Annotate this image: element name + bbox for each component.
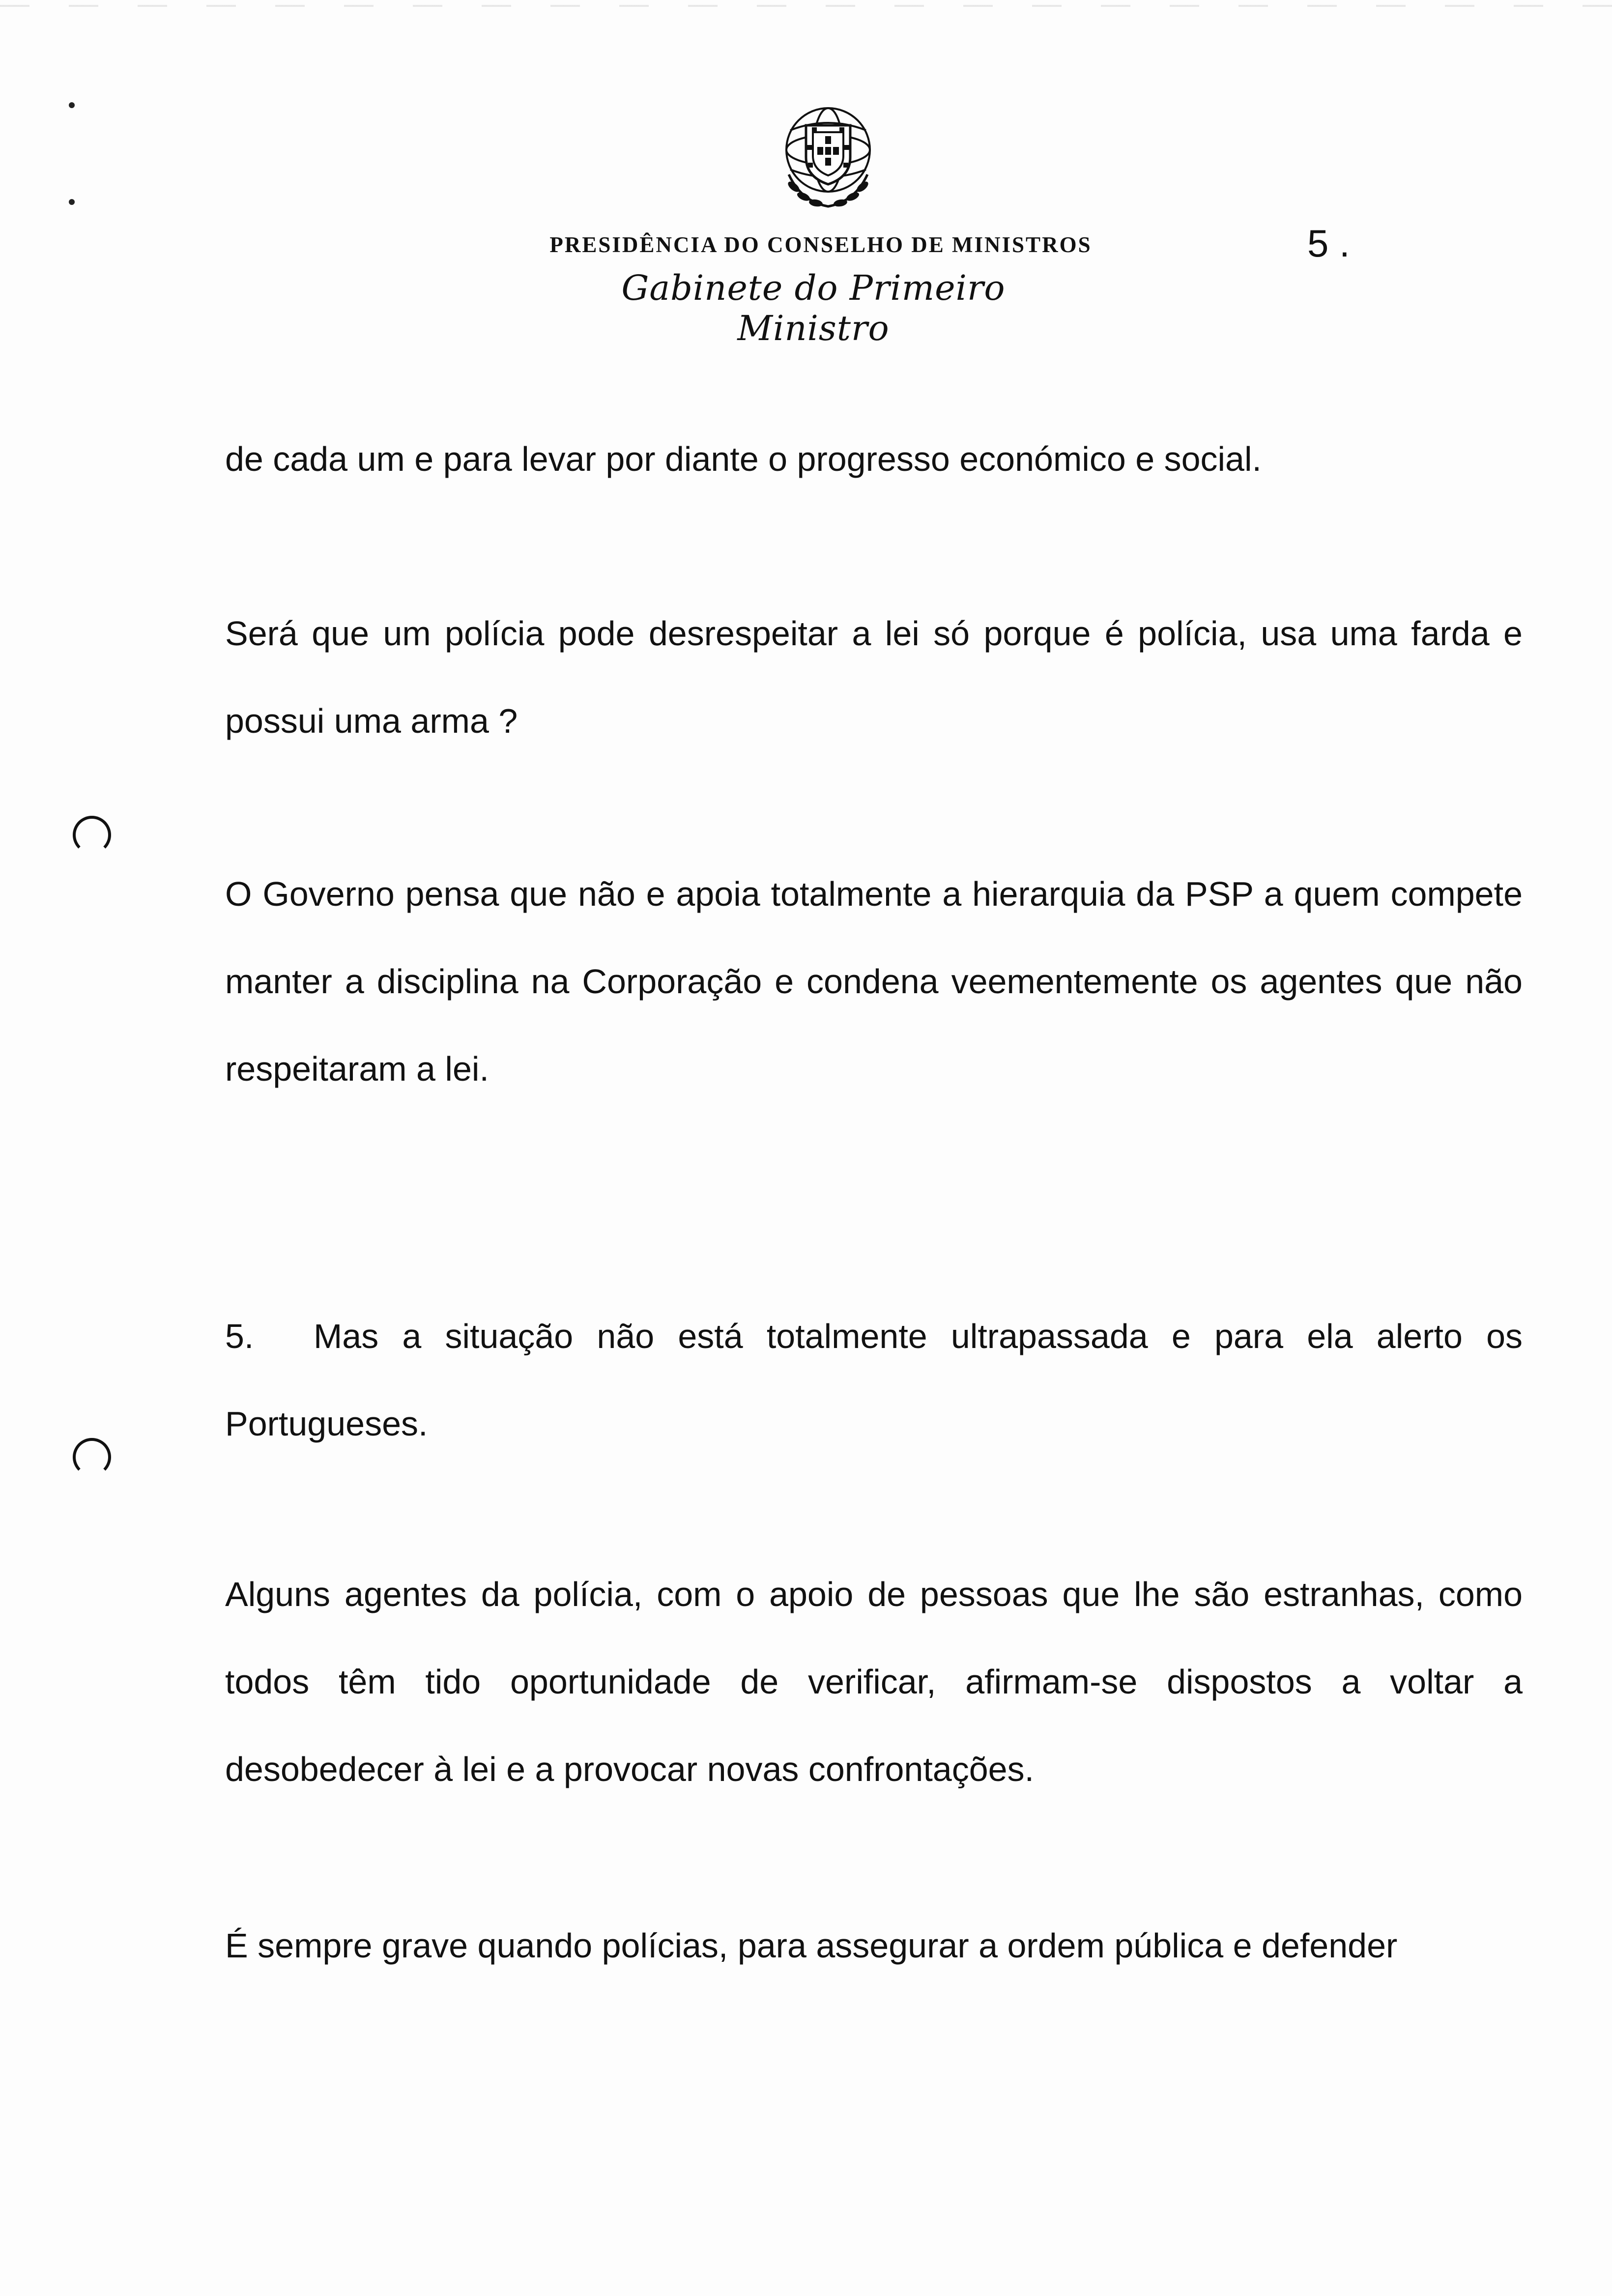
margin-dot xyxy=(69,102,75,108)
paragraph-text: Mas a situação não está totalmente ultrapassada e para ela alerto os Portugueses. xyxy=(225,1317,1523,1443)
institution-header: PRESIDÊNCIA DO CONSELHO DE MINISTROS xyxy=(549,232,1092,257)
paragraph: de cada um e para levar por diante o progresso económico e social. xyxy=(225,440,1262,478)
paragraph: O Governo pensa que não e apoia totalmente a hierarquia da PSP a quem compete manter a disciplina na Corporação e condena veementemente os agentes que não respeitaram a lei. xyxy=(225,875,1523,1088)
paragraph: Alguns agentes da polícia, com o apoio de pessoas que lhe são estranhas, como todos têm tido oportunidade de verificar, afirmam-se dispostos a voltar a desobedecer à lei e a provocar novas confrontações. xyxy=(225,1575,1523,1788)
scan-artifact xyxy=(0,5,1612,7)
portuguese-coat-of-arms-icon xyxy=(767,96,890,219)
page-number: 5 . xyxy=(1307,222,1350,265)
paragraph: Será que um polícia pode desrespeitar a lei só porque é polícia, usa uma farda e possui uma arma ? xyxy=(225,614,1523,740)
paragraph-number: 5. xyxy=(225,1317,254,1355)
office-subheader: Gabinete do Primeiro Ministro xyxy=(621,268,1006,348)
paragraph: É sempre grave quando polícias, para assegurar a ordem pública e defender xyxy=(225,1926,1398,1965)
punch-hole-mark xyxy=(73,816,111,854)
punch-hole-mark xyxy=(73,1438,111,1476)
numbered-paragraph xyxy=(225,1292,1523,1467)
margin-dot xyxy=(69,199,75,205)
